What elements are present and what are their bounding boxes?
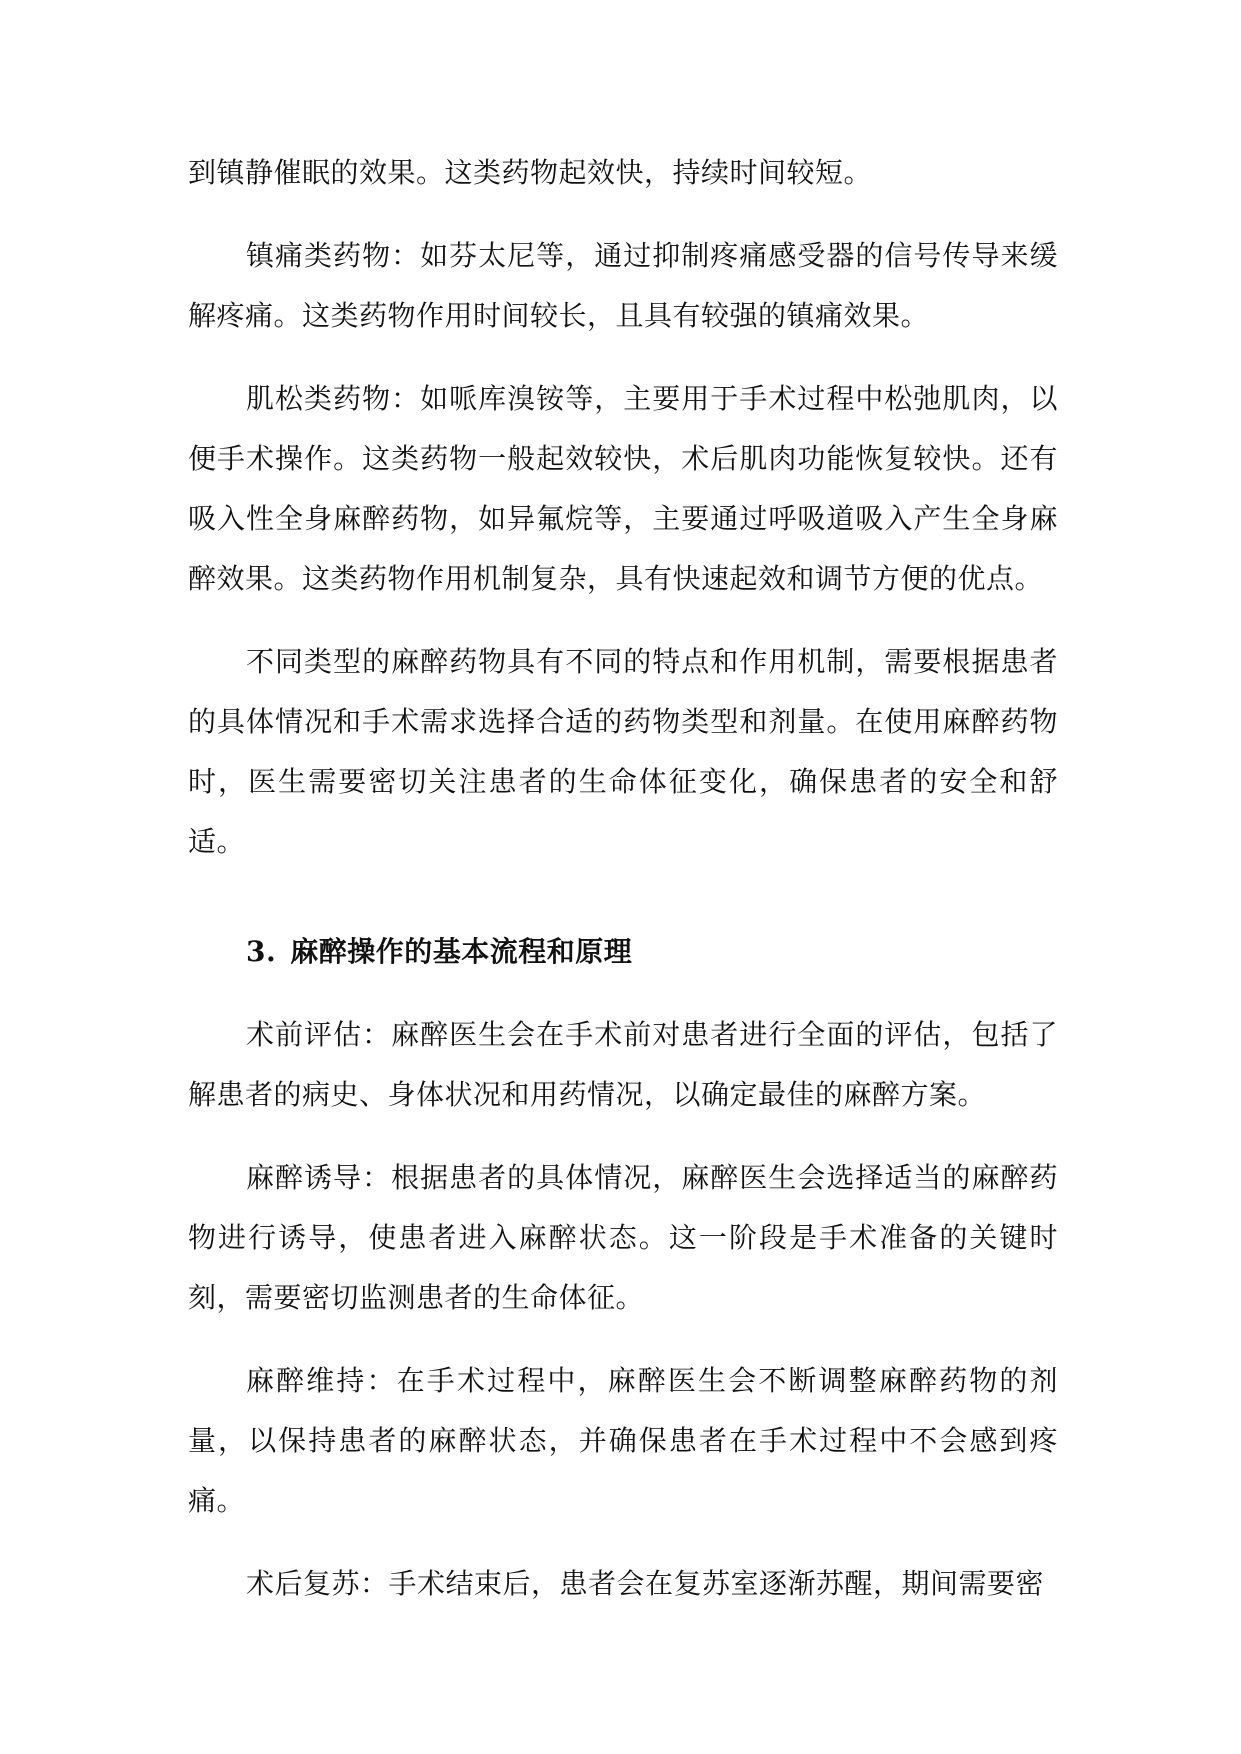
paragraph-induction: 麻醉诱导：根据患者的具体情况，麻醉医生会选择适当的麻醉药物进行诱导，使患者进入麻醉状态。这一阶段是手术准备的关键时刻，需要密切监测患者的生命体征。 [188, 1161, 1058, 1314]
paragraph-muscle-relaxants: 肌松类药物：如哌库溴铵等，主要用于手术过程中松弛肌肉，以便手术操作。这类药物一般起效较快，术后肌肉功能恢复较快。还有吸入性全身麻醉药物，如异氟烷等，主要通过呼吸道吸入产生全身麻醉效果。这类药物作用机制复杂，具有快速起效和调节方便的优点。 [188, 382, 1058, 595]
paragraph-analgesics: 镇痛类药物：如芬太尼等，通过抑制疼痛感受器的信号传导来缓解疼痛。这类药物作用时间较长，且具有较强的镇痛效果。 [188, 239, 1058, 332]
paragraph-maintenance: 麻醉维持：在手术过程中，麻醉医生会不断调整麻醉药物的剂量，以保持患者的麻醉状态，并确保患者在手术过程中不会感到疼痛。 [188, 1364, 1058, 1517]
paragraph-continuation: 到镇静催眠的效果。这类药物起效快，持续时间较短。 [188, 156, 873, 189]
section-heading [188, 922, 1058, 982]
section-number: 3. [246, 935, 277, 968]
paragraph-summary: 不同类型的麻醉药物具有不同的特点和作用机制，需要根据患者的具体情况和手术需求选择合适的药物类型和剂量。在使用麻醉药物时，医生需要密切关注患者的生命体征变化，确保患者的安全和舒适。 [188, 645, 1058, 858]
section-title: 麻醉操作的基本流程和原理 [290, 935, 633, 968]
paragraph-recovery: 术后复苏：手术结束后，患者会在复苏室逐渐苏醒，期间需要密 [246, 1567, 1045, 1600]
paragraph-preoperative-assessment: 术前评估：麻醉医生会在手术前对患者进行全面的评估，包括了解患者的病史、身体状况和用药情况，以确定最佳的麻醉方案。 [188, 1018, 1058, 1111]
text-column [188, 143, 1058, 1637]
